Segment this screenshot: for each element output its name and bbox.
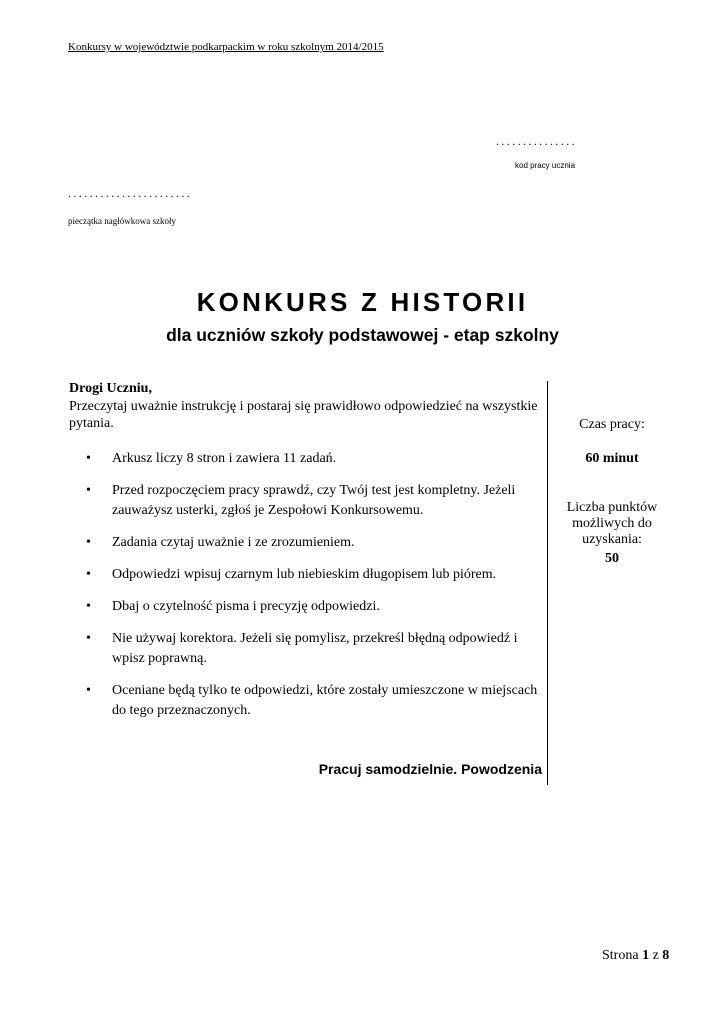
instruction-item — [86, 533, 546, 553]
instruction-item — [86, 629, 546, 669]
instruction-text: Arkusz liczy 8 stron i zawiera 11 zadań. — [112, 451, 337, 466]
instruction-item — [86, 597, 546, 617]
column-divider — [547, 381, 548, 785]
instruction-text: Nie używaj korektora. Jeżeli się pomylisz, przekreśl błędną odpowiedź i wpisz poprawną. — [112, 631, 518, 666]
instruction-text: Dbaj o czytelność pisma i precyzję odpowiedzi. — [112, 599, 380, 614]
page-prefix: Strona — [602, 948, 639, 963]
work-time-value: 60 minut — [585, 451, 639, 466]
instruction-item — [86, 449, 546, 469]
instruction-text: Oceniane będą tylko te odpowiedzi, które zostały umieszczone w miejscach do tego przeznaczonych. — [112, 683, 538, 718]
bullet-icon: • — [86, 451, 91, 466]
instruction-item — [86, 681, 546, 721]
instruction-text: Przed rozpoczęciem pracy sprawdź, czy Twój test jest kompletny. Jeżeli zauważysz usterki, zgłoś je Zespołowi Konkursowemu. — [112, 483, 516, 518]
page-separator: z — [652, 948, 659, 963]
page-title: KONKURS Z HISTORII — [196, 287, 529, 317]
work-time-label: Czas pracy: — [579, 417, 645, 432]
school-stamp-dots: ....................... — [68, 186, 193, 200]
bullet-icon: • — [86, 483, 91, 498]
bullet-icon: • — [86, 683, 91, 698]
motto: Pracuj samodzielnie. Powodzenia — [318, 761, 542, 777]
instruction-item — [86, 565, 546, 585]
greeting: Drogi Uczniu, — [69, 381, 152, 396]
max-points-label: Liczba punktów możliwych do uzyskania: — [566, 500, 658, 547]
contest-header: Konkursy w województwie podkarpackim w roku szkolnym 2014/2015 — [68, 41, 384, 53]
bullet-icon: • — [86, 599, 91, 614]
instruction-text: Odpowiedzi wpisuj czarnym lub niebieskim długopisem lub piórem. — [112, 567, 497, 582]
school-stamp-label: pieczątka nagłówkowa szkoły — [68, 216, 176, 226]
student-code-dots: ............... — [496, 134, 577, 148]
intro-text: Przeczytaj uważnie instrukcję i postaraj się prawidłowo odpowiedzieć na wszystkie pytania. — [69, 399, 538, 431]
student-code-label: kod pracy ucznia — [515, 161, 576, 170]
page-current: 1 — [642, 948, 650, 963]
max-points-value: 50 — [605, 551, 619, 566]
page-total: 8 — [662, 948, 670, 963]
bullet-icon: • — [86, 631, 91, 646]
instruction-text: Zadania czytaj uważnie i ze zrozumieniem. — [112, 535, 355, 550]
bullet-icon: • — [86, 535, 91, 550]
instruction-item — [86, 481, 546, 521]
page-subtitle: dla uczniów szkoły podstawowej - etap szkolny — [166, 325, 559, 345]
instructions-list — [86, 449, 546, 733]
page-number — [602, 948, 669, 964]
bullet-icon: • — [86, 567, 91, 582]
